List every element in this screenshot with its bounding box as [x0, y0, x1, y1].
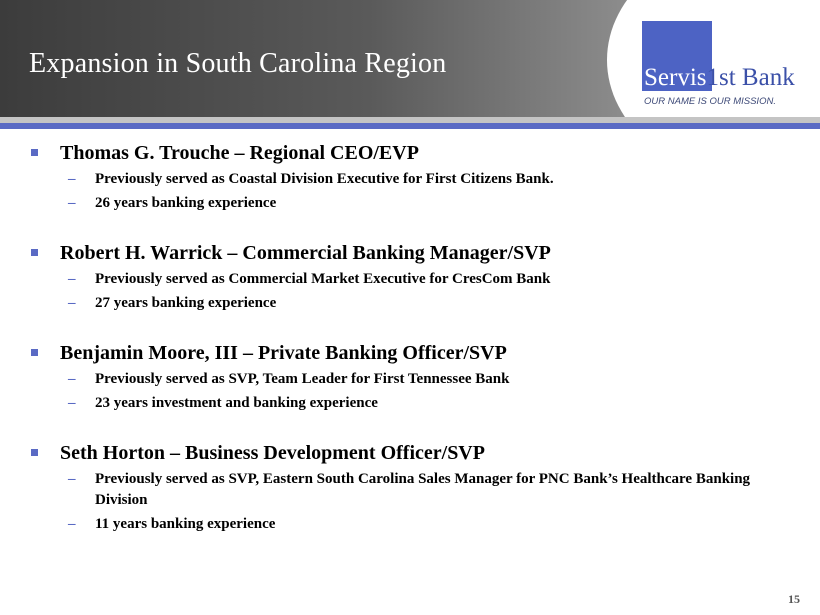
- dash-bullet-icon: –: [68, 395, 76, 411]
- list-item: [0, 393, 820, 414]
- list-item: [0, 169, 820, 190]
- logo-word-servis: Servis: [644, 64, 707, 91]
- square-bullet-icon: [31, 249, 38, 256]
- page-number: 15: [788, 592, 800, 606]
- square-bullet-icon: [31, 149, 38, 156]
- dash-bullet-icon: –: [68, 371, 76, 387]
- section-heading-text: Robert H. Warrick – Commercial Banking Manager/SVP: [60, 242, 551, 264]
- section-heading: [0, 140, 820, 166]
- section-heading: [0, 340, 820, 366]
- list-item-text: Previously served as Commercial Market Executive for CresCom Bank: [95, 271, 551, 287]
- dash-bullet-icon: –: [68, 195, 76, 211]
- dash-bullet-icon: –: [68, 271, 76, 287]
- person-section-warrick: [0, 240, 820, 314]
- section-heading: [0, 240, 820, 266]
- list-item-text: Previously served as Coastal Division Executive for First Citizens Bank.: [95, 171, 554, 187]
- list-item: [0, 514, 820, 535]
- list-item-text: Previously served as SVP, Eastern South Carolina Sales Manager for PNC Bank’s Healthcare Banking Division: [95, 471, 751, 508]
- detail-list: [0, 169, 820, 214]
- list-item-text: 11 years banking experience: [95, 516, 276, 532]
- dash-bullet-icon: –: [68, 171, 76, 187]
- header-divider-blue: [0, 123, 820, 129]
- list-item: [0, 293, 820, 314]
- list-item: [0, 193, 820, 214]
- logo-tagline: OUR NAME IS OUR MISSION.: [644, 96, 776, 107]
- list-item-text: 27 years banking experience: [95, 295, 277, 311]
- dash-bullet-icon: –: [68, 516, 76, 532]
- section-heading-text: Thomas G. Trouche – Regional CEO/EVP: [60, 142, 419, 164]
- square-bullet-icon: [31, 349, 38, 356]
- section-heading: [0, 440, 820, 466]
- slide-body: [0, 140, 820, 561]
- logo-word-1st-bank: 1st Bank: [706, 64, 795, 91]
- section-heading-text: Seth Horton – Business Development Officer/SVP: [60, 442, 485, 464]
- list-item: [0, 269, 820, 290]
- person-section-moore: [0, 340, 820, 414]
- list-item-text: 23 years investment and banking experience: [95, 395, 378, 411]
- dash-bullet-icon: –: [68, 471, 76, 487]
- list-item: [0, 369, 820, 390]
- list-item-text: 26 years banking experience: [95, 195, 277, 211]
- slide-title: Expansion in South Carolina Region: [29, 48, 447, 79]
- dash-bullet-icon: –: [68, 295, 76, 311]
- section-heading-text: Benjamin Moore, III – Private Banking Officer/SVP: [60, 342, 507, 364]
- detail-list: [0, 269, 820, 314]
- person-section-horton: [0, 440, 820, 535]
- list-item-text: Previously served as SVP, Team Leader for First Tennessee Bank: [95, 371, 510, 387]
- detail-list: [0, 469, 820, 535]
- person-section-trouche: [0, 140, 820, 214]
- list-item: [0, 469, 820, 511]
- bank-logo-wordmark: [644, 64, 795, 92]
- detail-list: [0, 369, 820, 414]
- slide-header: [0, 0, 820, 117]
- square-bullet-icon: [31, 449, 38, 456]
